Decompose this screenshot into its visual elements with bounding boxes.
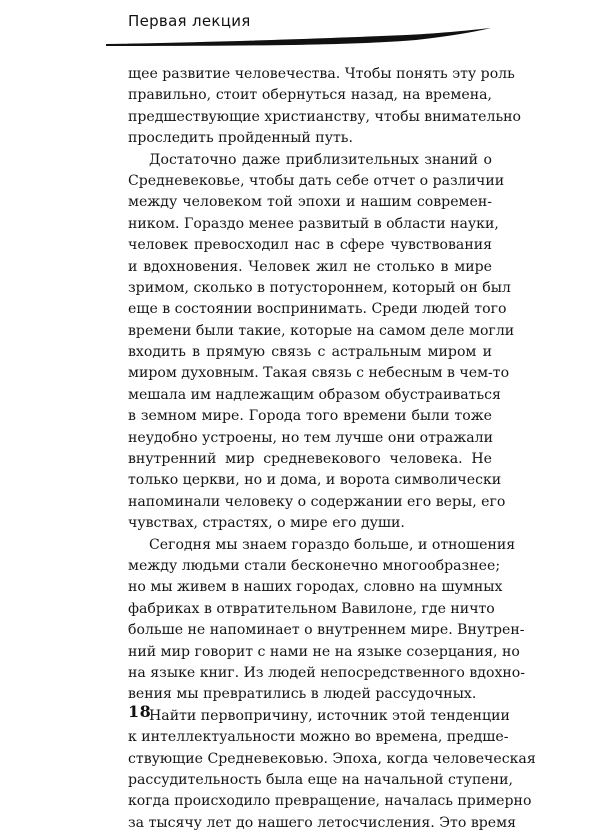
text-line: на языке книг. Из людей непосредственного вдохно-	[128, 664, 526, 681]
header-rule	[106, 27, 491, 47]
text-line: между человеком той эпохи и нашим современ-	[128, 194, 492, 211]
text-line: ний мир говорит с нами не на языке созерцания, но	[128, 643, 520, 660]
text-line: Средневековье, чтобы дать себе отчет о различии	[128, 172, 505, 189]
text-line: человек превосходил нас в сфере чувствования	[128, 237, 492, 254]
paragraph	[128, 150, 515, 535]
text-line: времени были такие, которые на самом деле могли	[128, 322, 515, 339]
text-line: миром духовным. Такая связь с небесным в чем-то	[128, 365, 510, 382]
paragraph	[128, 706, 536, 834]
text-line: мешала им надлежащим образом обустраиваться	[128, 386, 501, 403]
text-line: проследить пройденный путь.	[128, 130, 353, 147]
body-text	[128, 64, 536, 834]
text-line: неудобно устроены, но тем лучше они отражали	[128, 429, 494, 446]
text-line: еще в состоянии воспринимать. Среди людей того	[128, 301, 507, 318]
text-line: фабриках в отвратительном Вавилоне, где ничто	[128, 600, 495, 617]
paragraph	[128, 535, 526, 706]
text-line: чувствах, страстях, о мире его души.	[128, 515, 405, 532]
text-line: предшествующие христианству, чтобы внимательно	[128, 108, 522, 125]
text-line: напоминали человеку о содержании его веры, его	[128, 493, 506, 510]
text-line: только церкви, но и дома, и ворота символически	[128, 472, 502, 489]
text-line: Найти первопричину, источник этой тенденции	[149, 707, 510, 724]
text-line: между людьми стали бесконечно многообразнее;	[128, 557, 501, 574]
text-line: в земном мире. Города того времени были тоже	[128, 408, 492, 425]
text-line: когда происходило превращение, началась примерно	[128, 793, 532, 810]
text-line: входить в прямую связь с астральным миром и	[128, 344, 492, 361]
text-line: и вдохновения. Человек жил не столько в мире	[128, 258, 492, 275]
text-line: правильно, стоит обернуться назад, на времена,	[128, 87, 492, 104]
text-line: Сегодня мы знаем гораздо больше, и отношения	[149, 536, 516, 553]
text-line: за тысячу лет до нашего летосчисления. Это время	[128, 814, 516, 831]
text-line: вения мы превратились в людей рассудочных.	[128, 686, 477, 703]
text-line: ником. Гораздо менее развитый в области науки,	[128, 215, 499, 232]
text-line: внутренний мир средневекового человека. Не	[128, 451, 492, 468]
text-line: больше не напоминает о внутреннем мире. Внутрен-	[128, 622, 525, 639]
text-line: к интеллектуальности можно во времена, предше-	[128, 729, 509, 746]
text-line: Достаточно даже приблизительных знаний о	[149, 151, 492, 168]
page-number: 18	[128, 702, 152, 721]
text-line: рассудительность была еще на начальной ступени,	[128, 771, 514, 788]
paragraph	[128, 64, 522, 150]
text-line: зримом, сколько в потустороннем, который он был	[128, 279, 511, 296]
text-line: щее развитие человечества. Чтобы понять эту роль	[128, 66, 515, 82]
running-header: Первая лекция	[128, 12, 251, 30]
text-line: но мы живем в наших городах, словно на шумных	[128, 579, 503, 596]
text-line: ствующие Средневековью. Эпоха, когда человеческая	[128, 750, 536, 767]
